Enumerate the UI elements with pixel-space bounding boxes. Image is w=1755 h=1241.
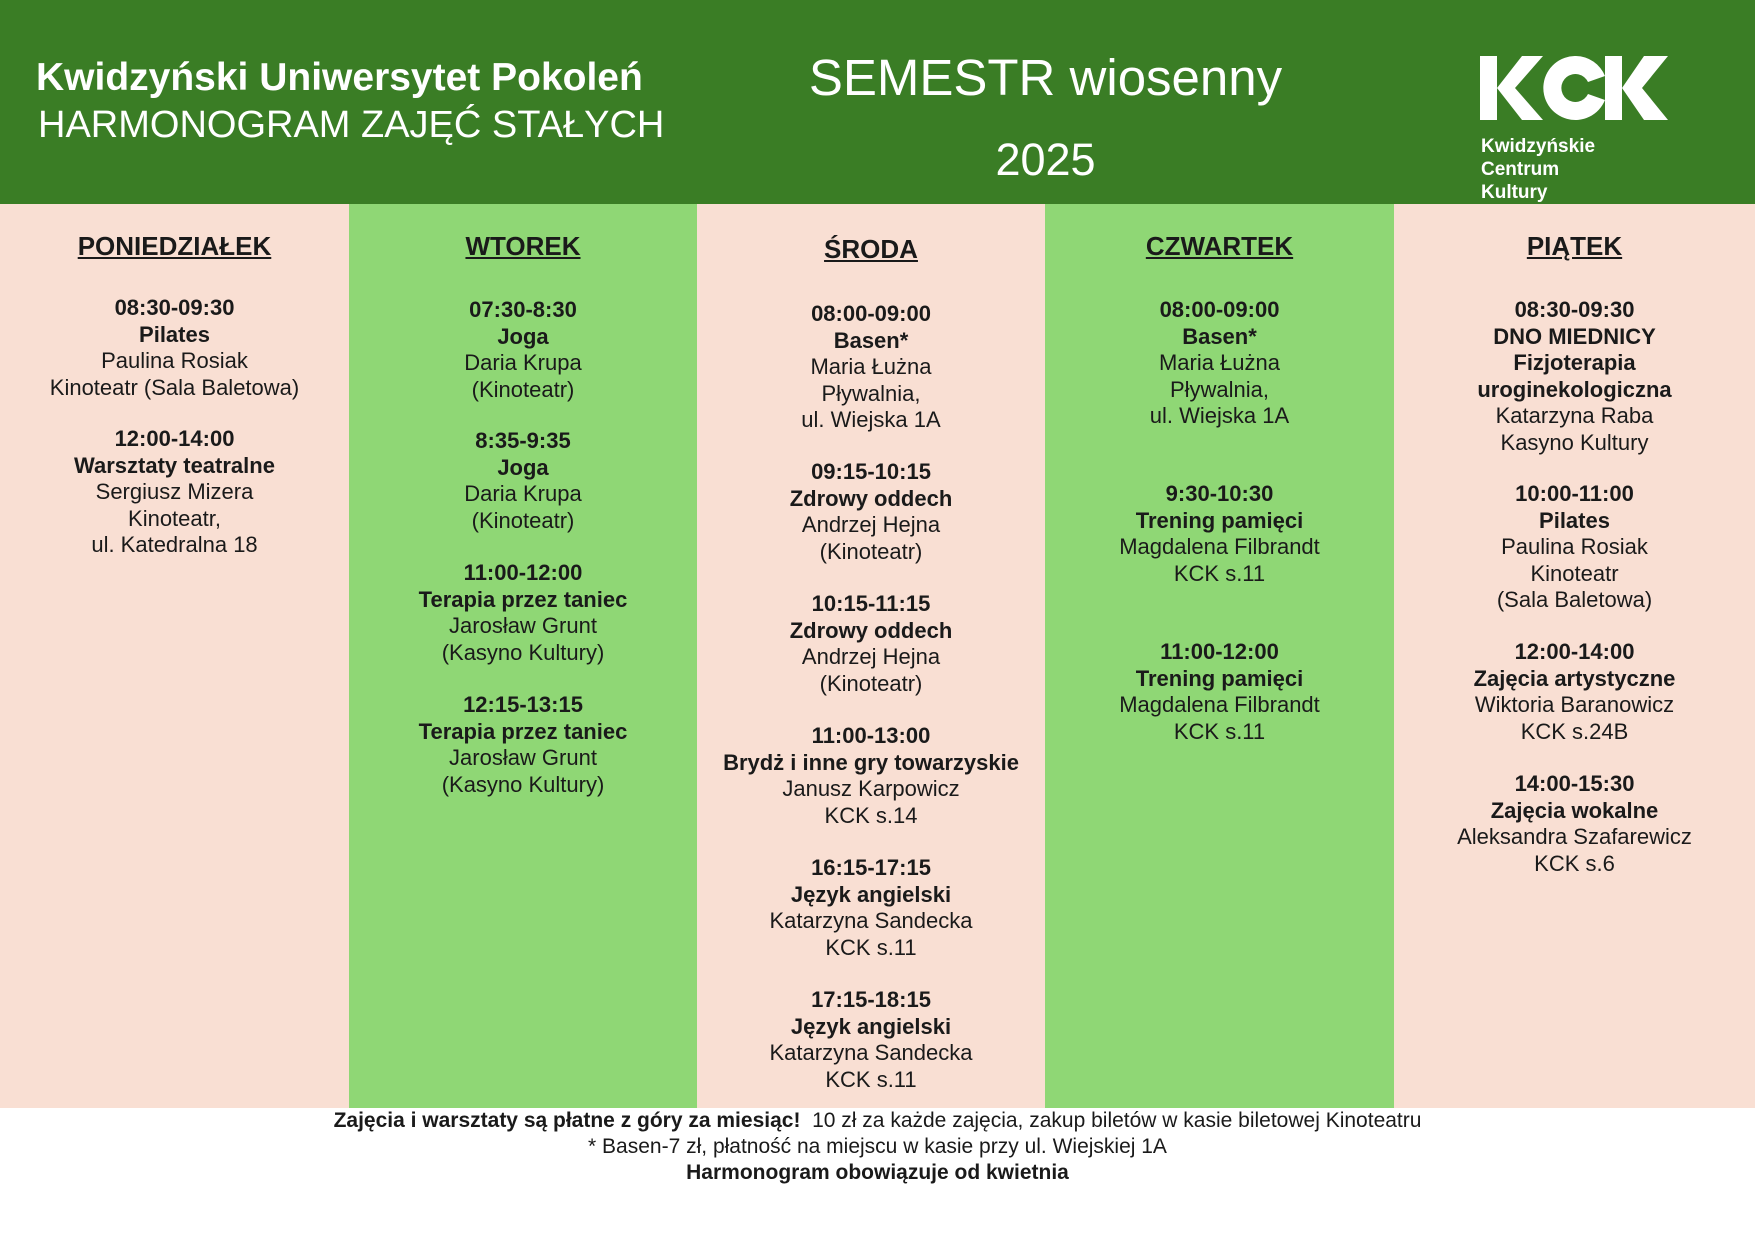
- class-instructor: Jarosław Grunt: [449, 613, 597, 638]
- class-time: 17:15-18:15: [811, 987, 931, 1012]
- class-location: (Kinoteatr): [471, 507, 575, 533]
- class-time: 9:30-10:30: [1165, 481, 1274, 506]
- class-entry: [1045, 297, 1394, 430]
- payment-note-bold: Zajęcia i warsztaty są płatne z góry za miesiąc!: [333, 1109, 801, 1132]
- class-entry: [1394, 297, 1755, 456]
- class-activity: Warsztaty teatralne: [74, 452, 275, 478]
- class-location: KCK s.11: [825, 1066, 917, 1092]
- header-banner: [0, 0, 1755, 204]
- class-instructor: Magdalena Filbrandt: [1119, 692, 1320, 717]
- class-location: KCK s.6: [1534, 850, 1615, 876]
- class-entry: [1045, 481, 1394, 587]
- day-heading: ŚRODA: [824, 234, 918, 264]
- class-location: (Kasyno Kultury): [441, 639, 605, 665]
- day-column-monday: [0, 204, 349, 1108]
- class-instructor: Daria Krupa: [464, 350, 582, 375]
- class-activity: Brydż i inne gry towarzyskie: [723, 749, 1019, 775]
- class-time: 11:00-12:00: [1160, 639, 1279, 664]
- payment-note: [0, 1108, 1755, 1134]
- class-instructor: Janusz Karpowicz: [782, 776, 960, 801]
- class-entry: [0, 295, 349, 401]
- class-entry: [1394, 481, 1755, 614]
- class-location: ul. Katedralna 18: [91, 532, 258, 557]
- class-instructor: Maria Łużna: [810, 354, 932, 379]
- class-time: 09:15-10:15: [811, 459, 931, 484]
- class-time: 07:30-8:30: [469, 297, 577, 322]
- class-entry: [697, 987, 1045, 1093]
- class-location: Kinoteatr: [1530, 560, 1619, 586]
- semester-title: SEMESTR wiosenny: [808, 49, 1283, 106]
- class-entry: [349, 692, 697, 798]
- class-instructor: Daria Krupa: [464, 481, 582, 506]
- class-activity: Joga: [497, 454, 549, 480]
- class-activity: Basen*: [1182, 323, 1257, 349]
- class-activity: Fizjoterapia: [1513, 350, 1636, 375]
- class-entry: [0, 426, 349, 559]
- semester-block: [697, 0, 1394, 204]
- class-location: Kasyno Kultury: [1500, 429, 1649, 455]
- class-instructor: Magdalena Filbrandt: [1119, 534, 1320, 559]
- class-activity: Basen*: [833, 327, 909, 353]
- class-time: 11:00-12:00: [463, 560, 583, 585]
- class-instructor: Sergiusz Mizera: [95, 479, 254, 504]
- class-entry: [697, 723, 1045, 829]
- logo-line-3: Kultury: [1481, 182, 1548, 203]
- footer-notes: [0, 1108, 1755, 1186]
- logo-line-2: Centrum: [1481, 159, 1560, 180]
- day-heading: PIĄTEK: [1526, 231, 1623, 261]
- class-entry: [1394, 639, 1755, 745]
- class-time: 08:30-09:30: [1514, 297, 1635, 322]
- class-entry: [697, 855, 1045, 961]
- class-location: Kinoteatr,: [128, 505, 221, 531]
- org-name: Kwidzyński Uniwersytet Pokoleń: [36, 56, 643, 99]
- class-instructor: Aleksandra Szafarewicz: [1457, 824, 1692, 849]
- class-location: Kinoteatr (Sala Baletowa): [49, 374, 300, 400]
- logo-line-1: Kwidzyńskie: [1481, 136, 1596, 157]
- class-location: ul. Wiejska 1A: [801, 407, 941, 432]
- class-entry: [349, 297, 697, 403]
- class-activity: Pilates: [1539, 507, 1610, 533]
- class-time: 12:00-14:00: [1514, 639, 1635, 664]
- payment-note-rest: 10 zł za każde zajęcia, zakup biletów w kasie biletowej Kinoteatru: [812, 1109, 1422, 1132]
- class-time: 08:30-09:30: [114, 295, 235, 320]
- header-title-block: [0, 0, 697, 204]
- class-time: 08:00-09:00: [1159, 297, 1280, 322]
- class-instructor: Katarzyna Sandecka: [769, 1040, 973, 1065]
- class-location: KCK s.11: [1173, 560, 1266, 586]
- class-activity: Język angielski: [790, 1013, 952, 1039]
- class-instructor: Paulina Rosiak: [101, 348, 248, 373]
- class-activity: Zajęcia wokalne: [1490, 797, 1659, 823]
- day-heading: CZWARTEK: [1145, 231, 1294, 261]
- class-time: 11:00-13:00: [811, 723, 931, 748]
- class-time: 14:00-15:30: [1514, 771, 1635, 796]
- class-instructor: Jarosław Grunt: [449, 745, 597, 770]
- schedule-subtitle: HARMONOGRAM ZAJĘĆ STAŁYCH: [38, 104, 665, 146]
- class-time: 10:00-11:00: [1515, 481, 1634, 506]
- class-location: KCK s.11: [1173, 718, 1266, 744]
- class-entry: [1394, 771, 1755, 877]
- class-time: 16:15-17:15: [811, 855, 931, 880]
- class-activity: uroginekologiczna: [1477, 376, 1672, 402]
- class-location: (Sala Baletowa): [1496, 587, 1653, 612]
- class-time: 8:35-9:35: [475, 428, 571, 453]
- day-column-tuesday: [349, 204, 697, 1108]
- class-instructor: Katarzyna Raba: [1495, 403, 1654, 428]
- class-activity: Zdrowy oddech: [789, 485, 953, 511]
- class-entry: [697, 301, 1045, 434]
- semester-year: 2025: [995, 134, 1096, 185]
- class-time: 10:15-11:15: [811, 591, 931, 616]
- class-location: (Kasyno Kultury): [441, 771, 605, 797]
- valid-from-note: Harmonogram obowiązuje od kwietnia: [686, 1161, 1069, 1184]
- class-location: ul. Wiejska 1A: [1149, 403, 1290, 428]
- schedule-columns: [0, 204, 1755, 1108]
- day-heading: WTOREK: [465, 231, 581, 261]
- class-entry: [697, 591, 1045, 697]
- class-location: KCK s.14: [824, 802, 918, 828]
- class-activity: Joga: [497, 323, 549, 349]
- class-activity: Terapia przez taniec: [418, 586, 628, 612]
- logo-text: [1481, 135, 1595, 204]
- class-entry: [349, 560, 697, 666]
- class-time: 08:00-09:00: [811, 301, 931, 326]
- day-column-friday: [1394, 204, 1755, 1108]
- class-entry: [697, 459, 1045, 565]
- class-time: 12:00-14:00: [114, 426, 235, 451]
- class-activity: Trening pamięci: [1135, 665, 1304, 691]
- class-instructor: Paulina Rosiak: [1501, 534, 1648, 559]
- class-location: Pływalnia,: [821, 380, 921, 406]
- class-entry: [349, 428, 697, 534]
- class-activity: DNO MIEDNICY: [1493, 323, 1656, 349]
- class-location: (Kinoteatr): [471, 376, 575, 402]
- class-activity: Zajęcia artystyczne: [1473, 665, 1676, 691]
- kck-logo: [1394, 0, 1755, 204]
- class-location: (Kinoteatr): [819, 670, 923, 696]
- day-heading: PONIEDZIAŁEK: [77, 231, 272, 261]
- class-activity: Terapia przez taniec: [418, 718, 628, 744]
- class-activity: Język angielski: [790, 881, 952, 907]
- class-location: (Kinoteatr): [819, 538, 923, 564]
- pool-note: * Basen-7 zł, płatność na miejscu w kasie przy ul. Wiejskiej 1A: [588, 1135, 1167, 1158]
- class-location: Pływalnia,: [1169, 376, 1270, 402]
- class-instructor: Andrzej Hejna: [801, 512, 941, 537]
- class-location: KCK s.24B: [1520, 718, 1629, 744]
- class-instructor: Maria Łużna: [1158, 350, 1281, 375]
- class-activity: Trening pamięci: [1135, 507, 1304, 533]
- day-column-thursday: [1045, 204, 1394, 1108]
- class-instructor: Katarzyna Sandecka: [769, 908, 973, 933]
- class-location: KCK s.11: [825, 934, 917, 960]
- kck-logo-mark: [1480, 56, 1668, 120]
- class-entry: [1045, 639, 1394, 745]
- class-activity: Zdrowy oddech: [789, 617, 953, 643]
- class-instructor: Andrzej Hejna: [801, 644, 941, 669]
- class-activity: Pilates: [139, 321, 210, 347]
- class-time: 12:15-13:15: [463, 692, 583, 717]
- class-instructor: Wiktoria Baranowicz: [1474, 692, 1675, 717]
- day-column-wednesday: [697, 204, 1045, 1108]
